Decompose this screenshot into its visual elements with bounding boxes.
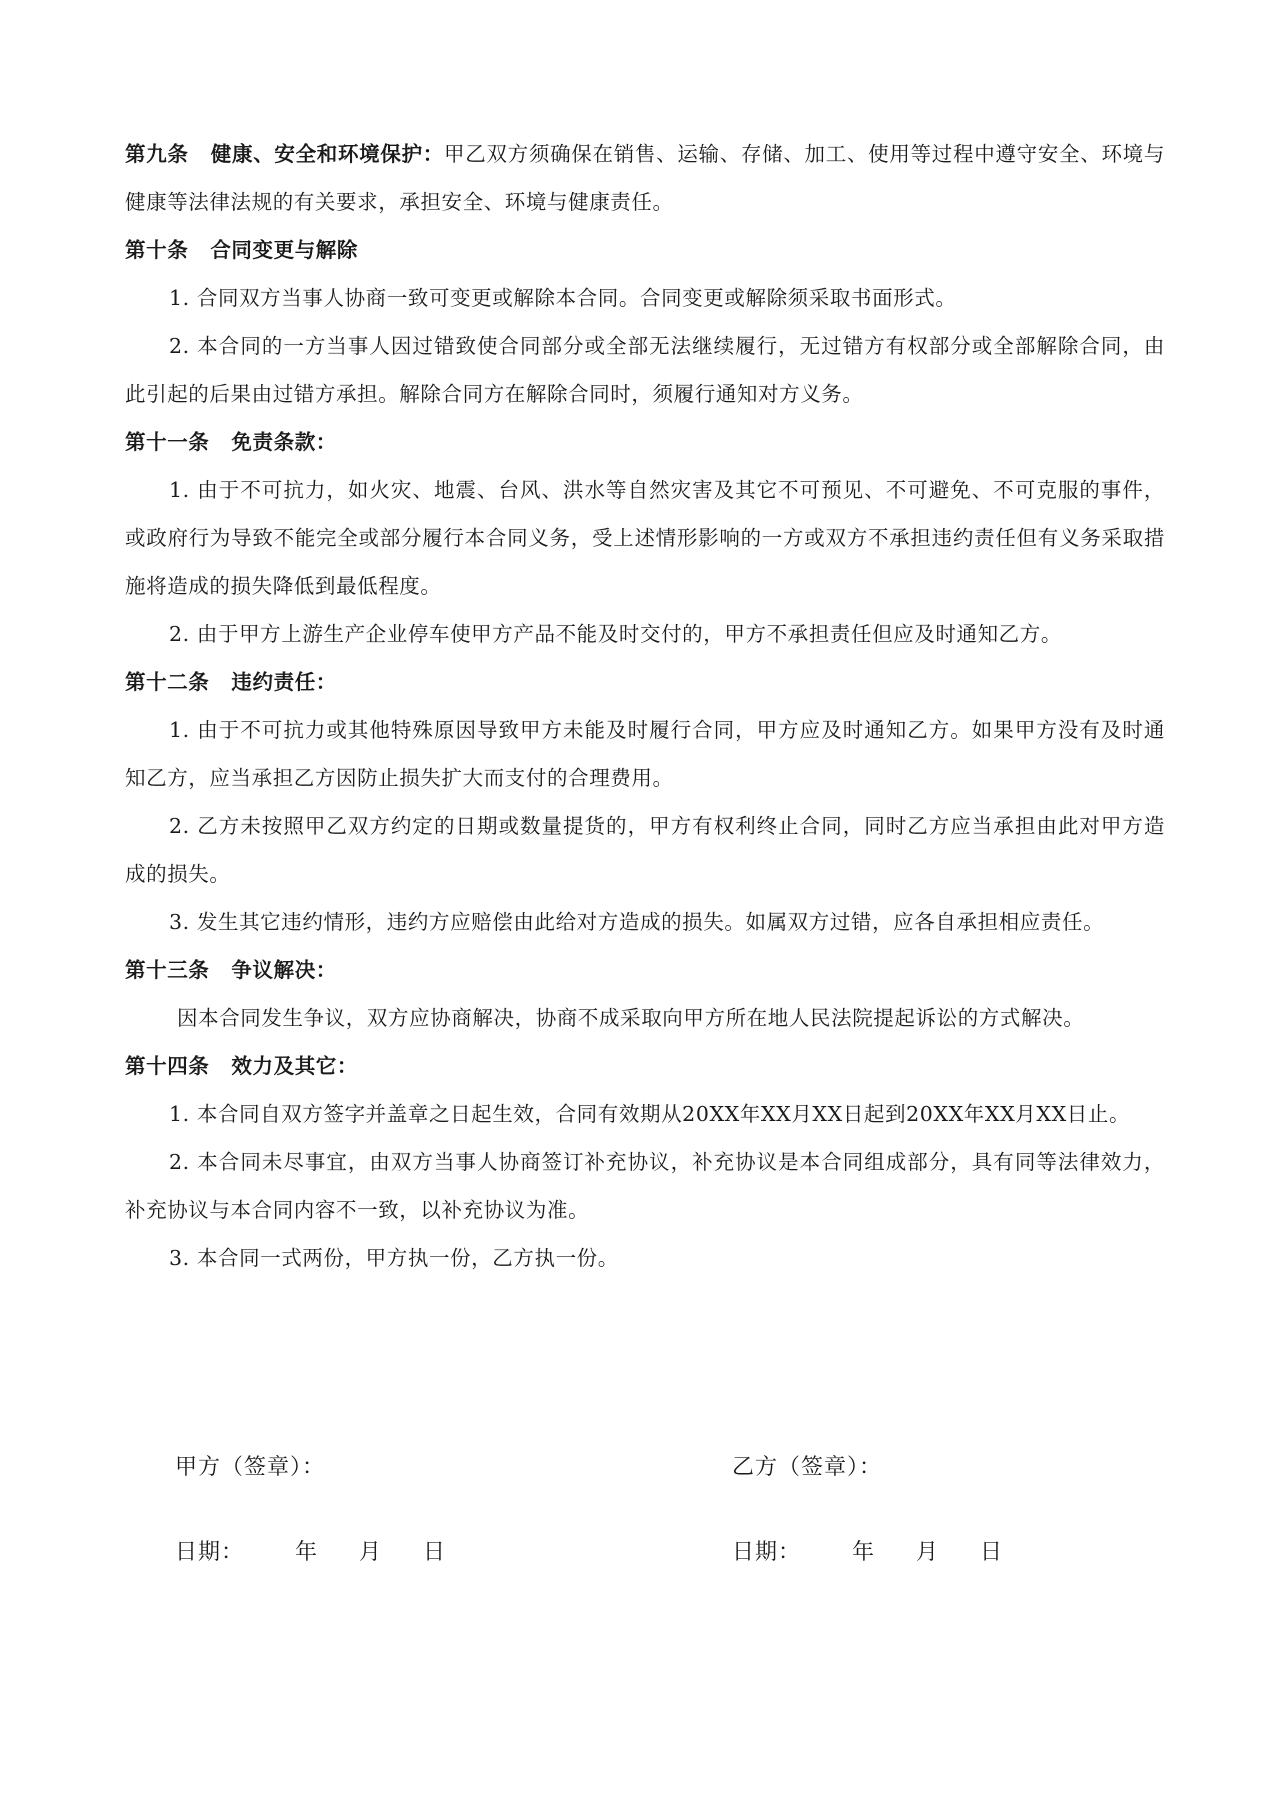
article-11-heading: 第十一条 免责条款：: [125, 430, 337, 454]
party-a-date-label: 日期：: [175, 1540, 245, 1565]
article-12-item-1: 1. 由于不可抗力或其他特殊原因导致甲方未能及时履行合同，甲方应及时通知乙方。如果甲方没有及时通知乙方，应当承担乙方因防止损失扩大而支付的合理费用。: [125, 718, 1165, 790]
article-13-body: 因本合同发生争议，双方应协商解决，协商不成采取向甲方所在地人民法院提起诉讼的方式解决。: [177, 1006, 1085, 1030]
contract-body: [125, 130, 1165, 1282]
party-a-date-year: 年: [295, 1540, 319, 1565]
party-b-date-label: 日期：: [732, 1540, 802, 1565]
party-a-date-day: 日: [423, 1540, 447, 1565]
article-9-heading: 第九条 健康、安全和环境保护：: [125, 142, 445, 166]
party-a-signature-label: 甲方（签章）：: [175, 1455, 326, 1480]
article-9-body: 甲乙双方须确保在销售、运输、存储、加工、使用等过程中遵守安全、环境与健康等法律法规的有关要求，承担安全、环境与健康责任。: [125, 142, 1165, 214]
article-10-item-2: 2. 本合同的一方当事人因过错致使合同部分或全部无法继续履行，无过错方有权部分或全部解除合同，由此引起的后果由过错方承担。解除合同方在解除合同时，须履行通知对方义务。: [125, 334, 1165, 406]
party-a-date: [175, 1535, 446, 1566]
article-10-item-1: 1. 合同双方当事人协商一致可变更或解除本合同。合同变更或解除须采取书面形式。: [169, 286, 957, 310]
article-12-heading: 第十二条 违约责任：: [125, 670, 337, 694]
party-a-date-month: 月: [359, 1540, 383, 1565]
article-12-item-3: 3. 发生其它违约情形，违约方应赔偿由此给对方造成的损失。如属双方过错，应各自承担相应责任。: [169, 910, 1105, 934]
article-14-item-3: 3. 本合同一式两份，甲方执一份，乙方执一份。: [169, 1246, 619, 1270]
party-b-date-year: 年: [852, 1540, 876, 1565]
party-b-signature-label: 乙方（签章）：: [732, 1455, 883, 1480]
party-b-date-month: 月: [916, 1540, 940, 1565]
article-13-heading: 第十三条 争议解决：: [125, 958, 337, 982]
article-11-item-1: 1. 由于不可抗力，如火灾、地震、台风、洪水等自然灾害及其它不可预见、不可避免、不可克服的事件，或政府行为导致不能完全或部分履行本合同义务，受上述情形影响的一方或双方不承担违约责任但有义务采取措施将造成的损失降低到最低程度。: [125, 478, 1165, 598]
party-b-date: [732, 1535, 1003, 1566]
article-14-item-1: 1. 本合同自双方签字并盖章之日起生效，合同有效期从20XX年XX月XX日起到20XX年XX月XX日止。: [169, 1102, 1131, 1126]
article-12-item-2: 2. 乙方未按照甲乙双方约定的日期或数量提货的，甲方有权利终止合同，同时乙方应当承担由此对甲方造成的损失。: [125, 814, 1165, 886]
article-14-item-2: 2. 本合同未尽事宜，由双方当事人协商签订补充协议，补充协议是本合同组成部分，具有同等法律效力，补充协议与本合同内容不一致，以补充协议为准。: [125, 1150, 1165, 1222]
article-10-heading: 第十条 合同变更与解除: [125, 238, 359, 262]
article-9: [125, 130, 1165, 226]
article-11-item-2: 2. 由于甲方上游生产企业停车使甲方产品不能及时交付的，甲方不承担责任但应及时通知乙方。: [169, 622, 1062, 646]
article-14-heading: 第十四条 效力及其它：: [125, 1054, 359, 1078]
party-b-date-day: 日: [980, 1540, 1004, 1565]
